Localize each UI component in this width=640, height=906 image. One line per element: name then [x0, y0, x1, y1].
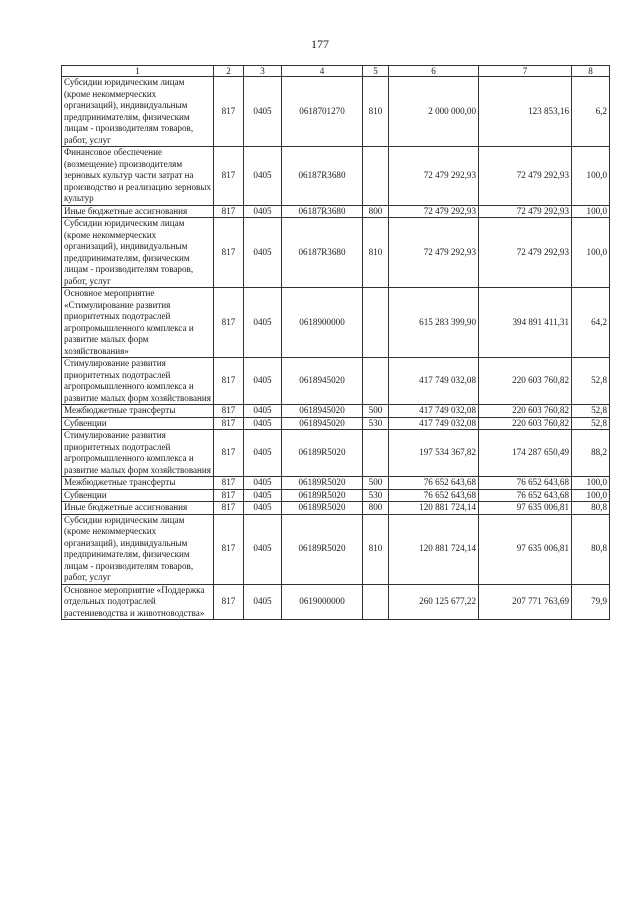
target-article-cell: 0618701270 — [282, 77, 363, 147]
execution-percent-cell: 100,0 — [572, 218, 610, 288]
planned-amount-cell: 72 479 292,93 — [389, 205, 479, 218]
executed-amount-cell: 174 287 650,49 — [479, 430, 572, 477]
planned-amount-cell: 417 749 032,08 — [389, 417, 479, 430]
column-header: 1 — [62, 66, 214, 77]
column-header: 4 — [282, 66, 363, 77]
expense-type-cell — [363, 584, 389, 620]
planned-amount-cell: 120 881 724,14 — [389, 514, 479, 584]
section-code-cell: 0405 — [244, 477, 282, 490]
execution-percent-cell: 88,2 — [572, 430, 610, 477]
table-row — [62, 584, 610, 620]
expense-type-cell: 810 — [363, 77, 389, 147]
column-header: 2 — [214, 66, 244, 77]
budget-table — [61, 65, 610, 620]
planned-amount-cell: 120 881 724,14 — [389, 502, 479, 515]
planned-amount-cell: 76 652 643,68 — [389, 477, 479, 490]
expense-type-cell — [363, 358, 389, 405]
expense-type-cell: 800 — [363, 502, 389, 515]
planned-amount-cell: 72 479 292,93 — [389, 218, 479, 288]
executed-amount-cell: 220 603 760,82 — [479, 417, 572, 430]
expense-type-cell: 530 — [363, 417, 389, 430]
expense-type-cell: 810 — [363, 218, 389, 288]
section-code-cell: 0405 — [244, 417, 282, 430]
executed-amount-cell: 97 635 006,81 — [479, 502, 572, 515]
section-code-cell: 0405 — [244, 584, 282, 620]
ministry-code-cell: 817 — [214, 405, 244, 418]
expense-type-cell — [363, 147, 389, 206]
row-name-cell: Основное мероприятие «Стимулирование развития приоритетных подотраслей агропромышленного комплекса и развитие малых форм хозяйствования» — [62, 288, 214, 358]
execution-percent-cell: 79,9 — [572, 584, 610, 620]
ministry-code-cell: 817 — [214, 417, 244, 430]
row-name-cell: Финансовое обеспечение (возмещение) производителям зерновых культур части затрат на производство и реализацию зерновых культур — [62, 147, 214, 206]
page-number: 177 — [311, 37, 329, 51]
ministry-code-cell: 817 — [214, 205, 244, 218]
executed-amount-cell: 394 891 411,31 — [479, 288, 572, 358]
executed-amount-cell: 72 479 292,93 — [479, 205, 572, 218]
target-article-cell: 06189R5020 — [282, 477, 363, 490]
planned-amount-cell: 417 749 032,08 — [389, 358, 479, 405]
ministry-code-cell: 817 — [214, 489, 244, 502]
ministry-code-cell: 817 — [214, 502, 244, 515]
table-row — [62, 147, 610, 206]
expense-type-cell: 810 — [363, 514, 389, 584]
table-row — [62, 514, 610, 584]
table-row — [62, 218, 610, 288]
planned-amount-cell: 2 000 000,00 — [389, 77, 479, 147]
expense-type-cell: 500 — [363, 477, 389, 490]
expense-type-cell — [363, 288, 389, 358]
planned-amount-cell: 72 479 292,93 — [389, 147, 479, 206]
table-row — [62, 288, 610, 358]
row-name-cell: Межбюджетные трансферты — [62, 405, 214, 418]
target-article-cell: 0618900000 — [282, 288, 363, 358]
section-code-cell: 0405 — [244, 358, 282, 405]
row-name-cell: Субсидии юридическим лицам (кроме некоммерческих организаций), индивидуальным предпринимателям, физическим лицам - производителям товаров, работ, услуг — [62, 218, 214, 288]
table-row — [62, 477, 610, 490]
ministry-code-cell: 817 — [214, 77, 244, 147]
planned-amount-cell: 417 749 032,08 — [389, 405, 479, 418]
target-article-cell: 0618945020 — [282, 358, 363, 405]
execution-percent-cell: 52,8 — [572, 405, 610, 418]
table-row — [62, 502, 610, 515]
execution-percent-cell: 80,8 — [572, 502, 610, 515]
ministry-code-cell: 817 — [214, 288, 244, 358]
target-article-cell: 06187R3680 — [282, 147, 363, 206]
table-row — [62, 205, 610, 218]
section-code-cell: 0405 — [244, 502, 282, 515]
target-article-cell: 06189R5020 — [282, 430, 363, 477]
planned-amount-cell: 615 283 399,90 — [389, 288, 479, 358]
executed-amount-cell: 76 652 643,68 — [479, 489, 572, 502]
section-code-cell: 0405 — [244, 288, 282, 358]
execution-percent-cell: 100,0 — [572, 147, 610, 206]
section-code-cell: 0405 — [244, 218, 282, 288]
section-code-cell: 0405 — [244, 405, 282, 418]
planned-amount-cell: 76 652 643,68 — [389, 489, 479, 502]
section-code-cell: 0405 — [244, 514, 282, 584]
expense-type-cell: 530 — [363, 489, 389, 502]
target-article-cell: 06189R5020 — [282, 489, 363, 502]
column-header: 5 — [363, 66, 389, 77]
executed-amount-cell: 97 635 006,81 — [479, 514, 572, 584]
execution-percent-cell: 6,2 — [572, 77, 610, 147]
execution-percent-cell: 52,8 — [572, 417, 610, 430]
executed-amount-cell: 220 603 760,82 — [479, 405, 572, 418]
target-article-cell: 0618945020 — [282, 417, 363, 430]
execution-percent-cell: 80,8 — [572, 514, 610, 584]
row-name-cell: Субвенции — [62, 489, 214, 502]
expense-type-cell — [363, 430, 389, 477]
row-name-cell: Стимулирование развития приоритетных подотраслей агропромышленного комплекса и развитие малых форм хозяйствования — [62, 430, 214, 477]
column-header: 3 — [244, 66, 282, 77]
column-header: 6 — [389, 66, 479, 77]
table-row — [62, 417, 610, 430]
target-article-cell: 06187R3680 — [282, 218, 363, 288]
expense-type-cell: 800 — [363, 205, 389, 218]
table-row — [62, 489, 610, 502]
row-name-cell: Иные бюджетные ассигнования — [62, 502, 214, 515]
row-name-cell: Межбюджетные трансферты — [62, 477, 214, 490]
target-article-cell: 06189R5020 — [282, 514, 363, 584]
expense-type-cell: 500 — [363, 405, 389, 418]
table-row — [62, 430, 610, 477]
ministry-code-cell: 817 — [214, 147, 244, 206]
ministry-code-cell: 817 — [214, 358, 244, 405]
row-name-cell: Субсидии юридическим лицам (кроме некоммерческих организаций), индивидуальным предпринимателям, физическим лицам - производителям товаров, работ, услуг — [62, 77, 214, 147]
ministry-code-cell: 817 — [214, 514, 244, 584]
execution-percent-cell: 100,0 — [572, 477, 610, 490]
row-name-cell: Субсидии юридическим лицам (кроме некоммерческих организаций), индивидуальным предпринимателям, физическим лицам - производителям товаров, работ, услуг — [62, 514, 214, 584]
table-row — [62, 405, 610, 418]
column-header: 7 — [479, 66, 572, 77]
executed-amount-cell: 207 771 763,69 — [479, 584, 572, 620]
ministry-code-cell: 817 — [214, 430, 244, 477]
ministry-code-cell: 817 — [214, 477, 244, 490]
target-article-cell: 06187R3680 — [282, 205, 363, 218]
executed-amount-cell: 72 479 292,93 — [479, 147, 572, 206]
executed-amount-cell: 72 479 292,93 — [479, 218, 572, 288]
table-body — [62, 77, 610, 620]
execution-percent-cell: 100,0 — [572, 205, 610, 218]
section-code-cell: 0405 — [244, 77, 282, 147]
target-article-cell: 0618945020 — [282, 405, 363, 418]
executed-amount-cell: 76 652 643,68 — [479, 477, 572, 490]
executed-amount-cell: 220 603 760,82 — [479, 358, 572, 405]
section-code-cell: 0405 — [244, 147, 282, 206]
planned-amount-cell: 197 534 367,82 — [389, 430, 479, 477]
target-article-cell: 0619000000 — [282, 584, 363, 620]
row-name-cell: Основное мероприятие «Поддержка отдельных подотраслей растениеводства и животноводства» — [62, 584, 214, 620]
section-code-cell: 0405 — [244, 205, 282, 218]
target-article-cell: 06189R5020 — [282, 502, 363, 515]
row-name-cell: Иные бюджетные ассигнования — [62, 205, 214, 218]
row-name-cell: Субвенции — [62, 417, 214, 430]
column-header: 8 — [572, 66, 610, 77]
row-name-cell: Стимулирование развития приоритетных подотраслей агропромышленного комплекса и развитие малых форм хозяйствования — [62, 358, 214, 405]
ministry-code-cell: 817 — [214, 218, 244, 288]
executed-amount-cell: 123 853,16 — [479, 77, 572, 147]
table-row — [62, 358, 610, 405]
section-code-cell: 0405 — [244, 489, 282, 502]
table-header-row — [62, 66, 610, 77]
execution-percent-cell: 100,0 — [572, 489, 610, 502]
table-row — [62, 77, 610, 147]
section-code-cell: 0405 — [244, 430, 282, 477]
planned-amount-cell: 260 125 677,22 — [389, 584, 479, 620]
ministry-code-cell: 817 — [214, 584, 244, 620]
execution-percent-cell: 64,2 — [572, 288, 610, 358]
execution-percent-cell: 52,8 — [572, 358, 610, 405]
